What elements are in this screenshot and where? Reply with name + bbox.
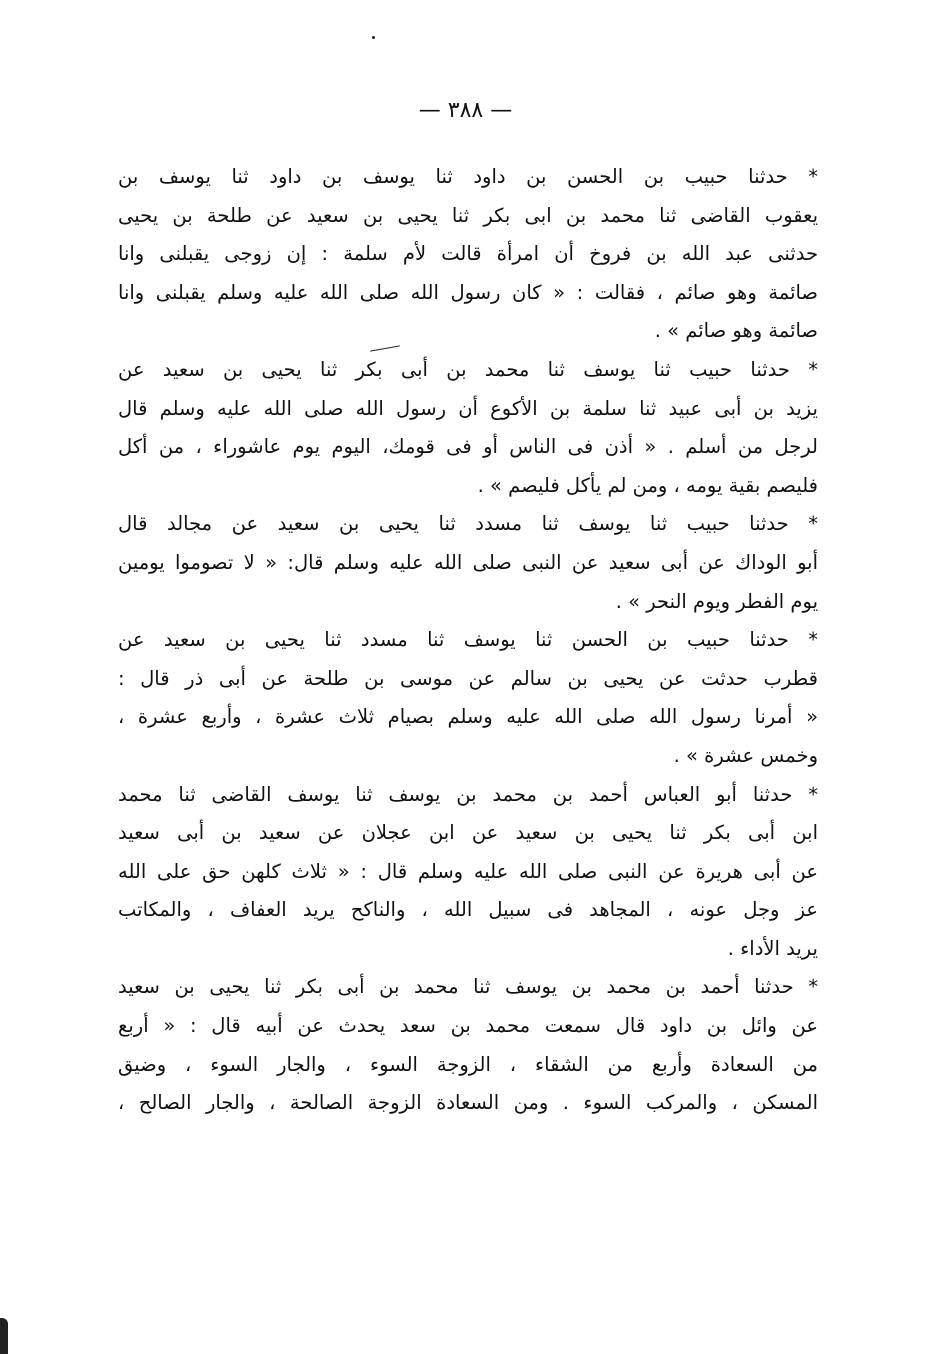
hadith-paragraph-3	[118, 505, 818, 621]
hadith-text-block	[118, 158, 818, 1123]
text-line: * حدثنا حبيب بن الحسن ثنا يوسف ثنا مسدد ثنا يحيى بن سعيد عن	[118, 628, 818, 652]
text-line: * حدثنا أحمد بن محمد بن يوسف ثنا محمد بن أبى بكر ثنا يحيى بن سعيد	[118, 975, 818, 999]
text-line: عن أبى هريرة عن النبى صلى الله عليه وسلم قال : « ثلاث كلهن حق على الله	[118, 859, 818, 883]
text-line: يزيد بن أبى عبيد ثنا سلمة بن الأكوع أن رسول الله صلى الله عليه وسلم قال	[118, 396, 818, 420]
text-line: فليصم بقية يومه ، ومن لم يأكل فليصم » .	[477, 473, 818, 497]
hadith-paragraph-2	[118, 351, 818, 505]
text-line: المسكن ، والمركب السوء . ومن السعادة الزوجة الصالحة ، والجار الصالح ،	[118, 1091, 818, 1115]
text-line: * حدثنا أبو العباس أحمد بن محمد بن يوسف ثنا يوسف القاضى ثنا محمد	[118, 782, 818, 806]
text-line: « أمرنا رسول الله صلى الله عليه وسلم بصيام ثلاث عشرة ، وأربع عشرة ،	[118, 705, 818, 729]
text-line: * حدثنا حبيب ثنا يوسف ثنا مسدد ثنا يحيى بن سعيد عن مجالد قال	[118, 512, 818, 536]
text-line: من السعادة وأربع من الشقاء ، الزوجة السوء ، والجار السوء ، وضيق	[118, 1052, 818, 1076]
hadith-paragraph-1	[118, 158, 818, 351]
text-line: صائمة وهو صائم » .	[654, 319, 818, 343]
text-line: يعقوب القاضى ثنا محمد بن ابى بكر ثنا يحيى بن سعيد عن طلحة بن يحيى	[118, 203, 818, 227]
text-line: حدثنى عبد الله بن فروخ أن امرأة قالت لأم سلمة : إن زوجى يقبلنى وانا	[118, 242, 818, 266]
text-line: يريد الأداء .	[727, 936, 818, 960]
page-number: — ٣٨٨ —	[418, 98, 513, 123]
text-line: صائمة وهو صائم ، فقالت : « كان رسول الله صلى الله عليه وسلم يقبلنى وانا	[118, 280, 818, 304]
text-line: * حدثنا حبيب بن الحسن بن داود ثنا يوسف بن داود ثنا يوسف بن	[118, 165, 818, 188]
text-line: أبو الوداك عن أبى سعيد عن النبى صلى الله عليه وسلم قال: « لا تصوموا يومين	[118, 550, 818, 574]
text-line: عز وجل عونه ، المجاهد فى سبيل الله ، والناكح يريد العفاف ، والمكاتب	[118, 898, 818, 922]
text-line: لرجل من أسلم . « أذن فى الناس أو فى قومك، اليوم يوم عاشوراء ، من أكل	[118, 435, 818, 459]
text-line: ابن أبى بكر ثنا يحيى بن سعيد عن ابن عجلان عن سعيد بن أبى سعيد	[118, 821, 818, 845]
hadith-paragraph-6	[118, 968, 818, 1122]
page-edge-mark	[0, 1318, 8, 1354]
text-line: يوم الفطر ويوم النحر » .	[615, 589, 818, 613]
text-line: عن وائل بن داود قال سمعت محمد بن سعد يحدث عن أبيه قال : « أربع	[118, 1014, 818, 1038]
ink-dot	[372, 36, 375, 39]
text-line: قطرب حدثت عن يحيى بن سالم عن موسى بن طلحة عن أبى ذر قال :	[118, 666, 818, 690]
hadith-paragraph-4	[118, 621, 818, 775]
text-line: * حدثنا حبيب ثنا يوسف ثنا محمد بن أبى بكر ثنا يحيى بن سعيد عن	[118, 357, 818, 381]
text-line: وخمس عشرة » .	[673, 743, 818, 767]
hadith-paragraph-5	[118, 776, 818, 969]
